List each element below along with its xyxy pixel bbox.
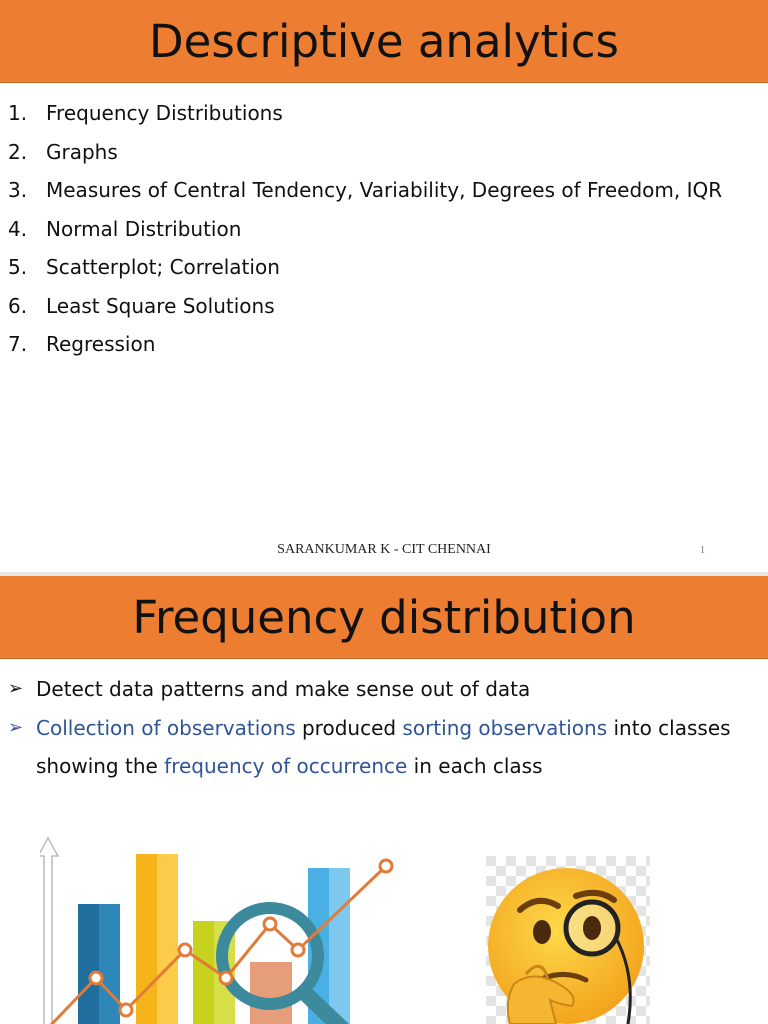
bullet-list [8, 670, 748, 786]
plain-text: into classes [607, 715, 731, 740]
plain-text: produced [295, 715, 403, 740]
bar-chart-magnifier-illustration [40, 836, 400, 1024]
topic-list [8, 94, 736, 364]
list-number: 1. [8, 101, 28, 125]
list-text: Measures of Central Tendency, Variability, Degrees of Freedom, IQR [46, 178, 723, 202]
highlight-text: sorting observations [402, 715, 608, 740]
list-number: 4. [8, 216, 28, 241]
slide-2 [0, 576, 768, 1024]
list-item [8, 709, 748, 786]
arrow-bullet-icon: ➢ [8, 716, 24, 738]
slide-2-title: Frequency distribution [132, 590, 636, 644]
arrow-bullet-icon: ➢ [8, 678, 24, 699]
list-item [8, 210, 736, 249]
highlight-text: frequency of occurrence [164, 754, 408, 778]
list-item [8, 325, 736, 364]
slide-1-title: Descriptive analytics [149, 14, 619, 68]
list-number: 3. [8, 178, 28, 202]
list-item [8, 248, 736, 287]
highlight-text: Collection of observations [36, 715, 296, 740]
list-text: Scatterplot; Correlation [46, 255, 280, 279]
list-item [8, 171, 736, 210]
list-text: Graphs [46, 139, 118, 164]
slide-2-title-bar [0, 576, 768, 659]
list-item [8, 670, 748, 709]
list-text [36, 709, 748, 786]
list-number: 7. [8, 332, 28, 356]
list-text: Normal Distribution [46, 216, 242, 241]
list-item [8, 133, 736, 172]
list-text: Regression [46, 332, 156, 356]
slide-footer: SARANKUMAR K - CIT CHENNAI [277, 542, 491, 557]
list-number: 6. [8, 293, 28, 318]
thinking-monocle-emoji-icon [486, 856, 650, 1024]
list-number: 2. [8, 139, 28, 164]
page-number: 1 [700, 545, 705, 556]
list-item [8, 287, 736, 326]
list-text: Detect data patterns and make sense out of data [36, 677, 531, 701]
list-item [8, 94, 736, 133]
plain-text: in each class [407, 754, 543, 778]
list-number: 5. [8, 255, 28, 279]
list-text: Frequency Distributions [46, 101, 283, 125]
slide-1-title-bar [0, 0, 768, 83]
list-text: Least Square Solutions [46, 293, 275, 318]
plain-text: showing the [36, 754, 165, 778]
